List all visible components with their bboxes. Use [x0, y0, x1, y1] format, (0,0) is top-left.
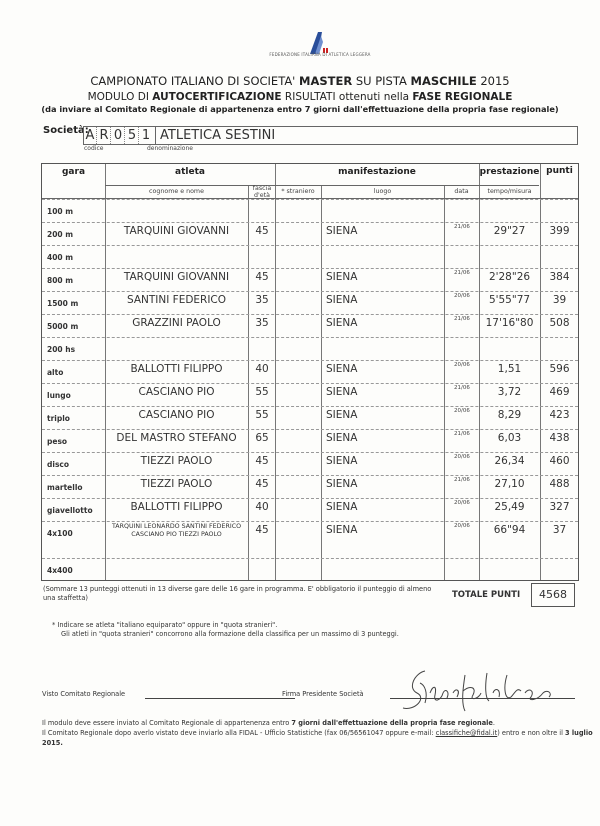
subtitle-part: AUTOCERTIFICAZIONE: [152, 91, 282, 103]
row-luogo[interactable]: SIENA: [326, 386, 358, 398]
row-divider: [42, 199, 578, 200]
sum-note: (Sommare 13 punteggi ottenuti in 13 diverse gare delle 16 gare in programma. E' obbligatorio il punteggio di almeno una staffetta): [43, 585, 432, 602]
page-subtitle: [0, 91, 600, 103]
row-divider: [42, 291, 578, 292]
title-part: SU PISTA: [352, 74, 411, 88]
row-atleta[interactable]: TARQUINI GIOVANNI: [123, 225, 230, 237]
footer-deadline: 3 luglio 2015.: [42, 729, 593, 747]
row-prestazione[interactable]: 8,29: [497, 409, 522, 421]
societa-code-char: 5: [126, 127, 139, 144]
title-part: CAMPIONATO ITALIANO DI SOCIETA': [90, 74, 300, 88]
row-luogo[interactable]: SIENA: [326, 225, 358, 237]
footer-line: [42, 718, 600, 728]
footer-part: Il Comitato Regionale dopo averlo vistato deve inviarlo alla FIDAL - Ufficio Statistiche (fax 06/56561047 oppure e-mail:: [42, 729, 436, 737]
denominazione-label: denominazione: [147, 145, 193, 152]
row-gara: lungo: [47, 391, 71, 400]
row-fascia[interactable]: 55: [255, 409, 269, 421]
header-punti: punti: [546, 166, 573, 176]
row-fascia[interactable]: 55: [255, 386, 269, 398]
row-punti[interactable]: 37: [552, 524, 567, 536]
row-atleta[interactable]: TARQUINI GIOVANNI: [123, 271, 230, 283]
row-data[interactable]: 20/06: [454, 523, 470, 529]
email-link[interactable]: classifiche@fidal.it: [435, 729, 498, 737]
row-atleta[interactable]: SANTINI FEDERICO: [126, 294, 227, 306]
row-divider: [42, 475, 578, 476]
row-divider: [42, 429, 578, 430]
row-fascia[interactable]: 40: [255, 501, 269, 513]
footer-part: ) entro e non oltre il: [497, 729, 565, 737]
column-divider: [275, 164, 276, 580]
row-gara: 100 m: [47, 207, 74, 216]
subtitle-part: RISULTATI ottenuti nella: [281, 91, 413, 103]
subheader-data: data: [454, 188, 469, 195]
row-prestazione[interactable]: 25,49: [494, 501, 525, 513]
row-punti[interactable]: 438: [549, 432, 570, 444]
header-atleta: atleta: [175, 167, 205, 177]
row-divider: [42, 558, 578, 559]
visto-signature-line[interactable]: [145, 698, 295, 699]
row-data[interactable]: 20/06: [454, 454, 470, 460]
row-punti[interactable]: 39: [552, 294, 567, 306]
row-punti[interactable]: 469: [549, 386, 570, 398]
row-data[interactable]: 21/06: [454, 431, 470, 437]
codice-label: codice: [84, 145, 104, 152]
row-luogo[interactable]: SIENA: [326, 363, 358, 375]
row-gara: 4x400: [47, 566, 73, 575]
row-fascia[interactable]: 65: [255, 432, 269, 444]
row-luogo[interactable]: SIENA: [326, 432, 358, 444]
federation-name: FEDERAZIONE ITALIANA DI ATLETICA LEGGERA: [269, 52, 371, 57]
row-gara: 4x100: [47, 529, 73, 538]
page-title: [0, 74, 600, 88]
total-label: TOTALE PUNTI: [452, 590, 521, 600]
row-prestazione[interactable]: 5'55"77: [488, 294, 531, 306]
row-data[interactable]: 21/06: [454, 385, 470, 391]
row-prestazione[interactable]: 6,03: [497, 432, 522, 444]
row-punti[interactable]: 596: [549, 363, 570, 375]
footer-text: [42, 718, 600, 748]
row-fascia[interactable]: 45: [255, 524, 269, 536]
societa-field[interactable]: [83, 126, 578, 145]
societa-name: ATLETICA SESTINI: [155, 127, 275, 144]
row-divider: [42, 268, 578, 269]
societa-code-char: 1: [141, 128, 151, 143]
row-luogo[interactable]: SIENA: [326, 524, 358, 536]
subheader-straniero: * straniero: [281, 188, 315, 195]
row-prestazione[interactable]: 3,72: [497, 386, 522, 398]
row-fascia[interactable]: 35: [255, 317, 269, 329]
row-fascia[interactable]: 45: [255, 478, 269, 490]
row-fascia[interactable]: 35: [255, 294, 269, 306]
societa-label: Società:: [43, 125, 89, 136]
instruction-text: (da inviare al Comitato Regionale di appartenenza entro 7 giorni dall'effettuazione della propria fase regionale): [41, 104, 559, 114]
results-table: [41, 163, 579, 581]
row-atleta[interactable]: TIEZZI PAOLO: [140, 455, 213, 467]
row-gara: giavellotto: [47, 506, 93, 515]
row-divider: [42, 245, 578, 246]
footer-part: 7 giorni dall'effettuazione della propria fase regionale: [291, 719, 493, 727]
row-prestazione[interactable]: 17'16"80: [485, 317, 534, 329]
row-atleta[interactable]: DEL MASTRO STEFANO: [116, 432, 237, 444]
row-luogo[interactable]: SIENA: [326, 271, 358, 283]
header-gara: gara: [61, 167, 86, 177]
row-prestazione[interactable]: 1,51: [497, 363, 522, 375]
row-divider: [42, 383, 578, 384]
row-data[interactable]: 20/06: [454, 362, 470, 368]
row-gara: 200 hs: [47, 345, 76, 354]
row-fascia[interactable]: 45: [255, 225, 269, 237]
row-prestazione[interactable]: 26,34: [494, 455, 525, 467]
row-punti[interactable]: 399: [549, 225, 570, 237]
visto-label: Visto Comitato Regionale: [42, 690, 126, 698]
row-data[interactable]: 20/06: [454, 293, 470, 299]
row-data[interactable]: 21/06: [454, 316, 470, 322]
row-gara: disco: [47, 460, 70, 469]
subheader-tempo: tempo/misura: [487, 188, 532, 195]
row-prestazione[interactable]: 27,10: [494, 478, 525, 490]
row-divider: [42, 452, 578, 453]
row-luogo[interactable]: SIENA: [326, 409, 358, 421]
row-fascia[interactable]: 45: [255, 271, 269, 283]
row-luogo[interactable]: SIENA: [326, 294, 358, 306]
row-atleta[interactable]: TIEZZI PAOLO: [140, 478, 213, 490]
asterisk-note: [52, 621, 552, 639]
title-part: 2015: [476, 74, 510, 88]
subtitle-part: FASE REGIONALE: [412, 91, 513, 103]
row-prestazione[interactable]: 29"27: [493, 225, 526, 237]
row-fascia[interactable]: 40: [255, 363, 269, 375]
row-divider: [42, 222, 578, 223]
header-manifestazione: manifestazione: [338, 167, 416, 177]
row-gara: peso: [47, 437, 68, 446]
row-divider: [42, 314, 578, 315]
row-punti[interactable]: 488: [549, 478, 570, 490]
row-atleta[interactable]: BALLOTTI FILIPPO: [130, 501, 223, 513]
total-value[interactable]: 4568: [531, 583, 575, 607]
row-gara: 1500 m: [47, 299, 79, 308]
firma-label: Firma Presidente Società: [282, 690, 364, 698]
row-gara: 400 m: [47, 253, 74, 262]
row-data[interactable]: 20/06: [454, 500, 470, 506]
row-gara: martello: [47, 483, 83, 492]
row-divider: [42, 406, 578, 407]
asterisk-note-line: Gli atleti in "quota stranieri" concorrono alla formazione della classifica per un massimo di 3 punteggi.: [61, 630, 399, 638]
row-punti[interactable]: 508: [549, 317, 570, 329]
row-luogo[interactable]: SIENA: [326, 317, 358, 329]
row-luogo[interactable]: SIENA: [326, 455, 358, 467]
row-gara: 200 m: [47, 230, 74, 239]
row-luogo[interactable]: SIENA: [326, 478, 358, 490]
footer-line: [42, 728, 600, 748]
row-divider: [42, 360, 578, 361]
row-divider: [42, 498, 578, 499]
title-part: MASTER: [299, 74, 353, 88]
header-prestazione: prestazione: [479, 167, 540, 177]
row-punti[interactable]: 423: [549, 409, 570, 421]
row-fascia[interactable]: 45: [255, 455, 269, 467]
row-luogo[interactable]: SIENA: [326, 501, 358, 513]
subtitle-part: MODULO DI: [87, 91, 153, 103]
row-gara: triplo: [47, 414, 70, 423]
societa-code-char: R: [98, 127, 111, 144]
row-gara: 800 m: [47, 276, 74, 285]
row-divider: [42, 337, 578, 338]
row-punti[interactable]: 384: [549, 271, 570, 283]
header-divider: [105, 185, 539, 186]
row-data[interactable]: 21/06: [454, 477, 470, 483]
subheader-luogo: luogo: [373, 188, 392, 195]
row-data[interactable]: 21/06: [454, 224, 470, 230]
title-part: MASCHILE: [410, 74, 477, 88]
signature-icon: [395, 663, 585, 718]
footer-part: .: [492, 719, 495, 727]
row-gara: alto: [47, 368, 64, 377]
row-atleta[interactable]: CASCIANO PIO: [138, 409, 215, 421]
asterisk-note-line: * Indicare se atleta "italiano equiparato" oppure in "quota stranieri".: [52, 621, 278, 629]
row-prestazione[interactable]: 66"94: [493, 524, 526, 536]
row-atleta[interactable]: GRAZZINI PAOLO: [132, 317, 221, 329]
societa-code-char: A: [84, 127, 97, 144]
row-prestazione[interactable]: 2'28"26: [488, 271, 531, 283]
societa-code-char: 0: [112, 127, 125, 144]
subheader-cognome-nome: cognome e nome: [149, 188, 204, 195]
subheader-fascia: fascia d'età: [252, 185, 272, 199]
row-punti[interactable]: 460: [549, 455, 570, 467]
row-atleta[interactable]: CASCIANO PIO: [138, 386, 215, 398]
footer-part: Il modulo deve essere inviato al Comitato Regionale di appartenenza entro: [42, 719, 292, 727]
row-atleta[interactable]: TARQUINI LEONARDO SANTINI FEDERICO CASCIANO PIO TIEZZI PAOLO: [111, 523, 242, 538]
row-data[interactable]: 20/06: [454, 408, 470, 414]
row-data[interactable]: 21/06: [454, 270, 470, 276]
row-gara: 5000 m: [47, 322, 79, 331]
row-punti[interactable]: 327: [549, 501, 570, 513]
row-divider: [42, 521, 578, 522]
row-atleta[interactable]: BALLOTTI FILIPPO: [130, 363, 223, 375]
